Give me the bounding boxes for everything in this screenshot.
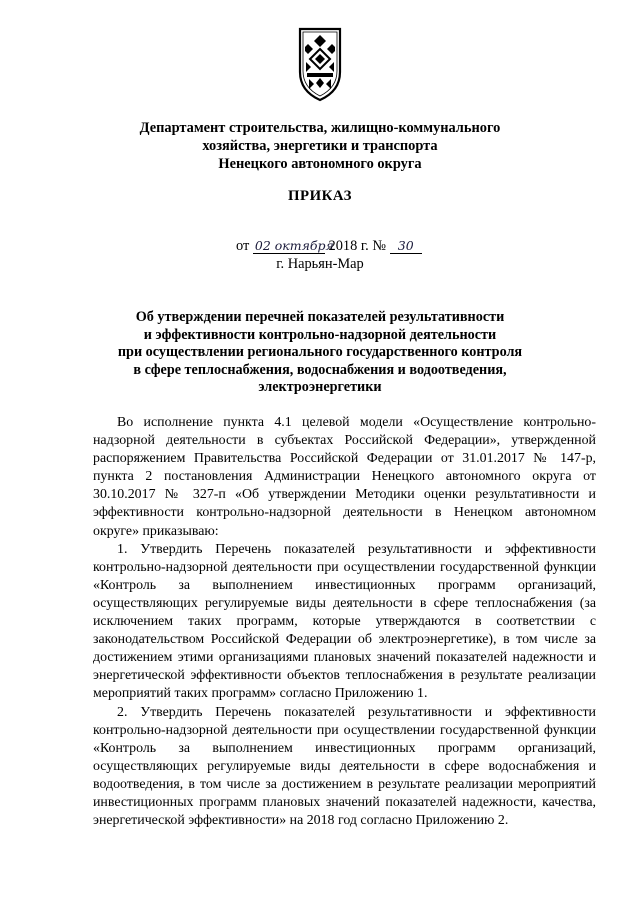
preamble-paragraph: Во исполнение пункта 4.1 целевой модели «Осуществление контрольно-надзорной деятельности в субъектах Российской Федерации», утвержденной распоряжением Правительства Российской Федерации от 31.01.2017 № 147-р, пункта 2 постановления Администрации Ненецкого автономного округа от 30.10.2017 № 327-п «Об утверждении Методики оценки результативности и эффективности контрольно-надзорной деятельности в Ненецком автономном округе» приказываю:: [93, 415, 596, 539]
subject-line: электроэнергетики: [258, 379, 382, 396]
order-subject: [0, 309, 640, 397]
item-2-paragraph: 2. Утвердить Перечень показателей результативности и эффективности контрольно-надзорной деятельности при осуществлении государственной функции «Контроль за выполнением инвестиционных программ организаций, осуществляющих регулируемые виды деятельности в сфере водоснабжения и водоотведения, в том числе за достижением в результате реализации мероприятий инвестиционных программ плановых значений показателей надежности, качества, энергетической эффективности» на 2018 год согласно Приложению 2.: [93, 704, 596, 829]
department-line: Департамент строительства, жилищно-коммунального: [139, 120, 501, 136]
subject-line: при осуществлении регионального государственного контроля: [117, 344, 523, 361]
subject-line: и эффективности контрольно-надзорной деятельности: [143, 326, 497, 343]
coat-of-arms-icon: [297, 26, 343, 102]
date-year-number-label: 2018 г. №: [328, 238, 387, 254]
date-prefix: от: [236, 238, 250, 254]
department-name: [0, 119, 640, 173]
subject-line: Об утверждении перечней показателей результативности: [135, 309, 505, 325]
department-line: Ненецкого автономного округа: [218, 156, 422, 172]
handwritten-date: 02 октября: [254, 238, 334, 253]
subject-line: в сфере теплоснабжения, водоснабжения и водоотведения,: [133, 361, 507, 378]
date-line: [236, 238, 422, 255]
city: г. Нарьян-Мар: [276, 256, 364, 272]
order-body: [93, 414, 596, 830]
document-type: ПРИКАЗ: [288, 188, 352, 204]
handwritten-order-number: 30: [390, 239, 422, 254]
item-1-paragraph: 1. Утвердить Перечень показателей результативности и эффективности контрольно-надзорной деятельности при осуществлении государственной функции «Контроль за выполнением инвестиционных программ организаций, осуществляющих регулируемые виды деятельности в сфере теплоснабжения (за исключением таких программ, которые утверждаются в соответствии с законодательством Российской Федерации об электроэнергетике), в том числе за достижением этими организациями плановых значений показателей надежности и энергетической эффективности объектов теплоснабжения в результате реализации мероприятий таких программ» согласно Приложению 1.: [93, 541, 596, 702]
department-line: хозяйства, энергетики и транспорта: [202, 138, 438, 154]
